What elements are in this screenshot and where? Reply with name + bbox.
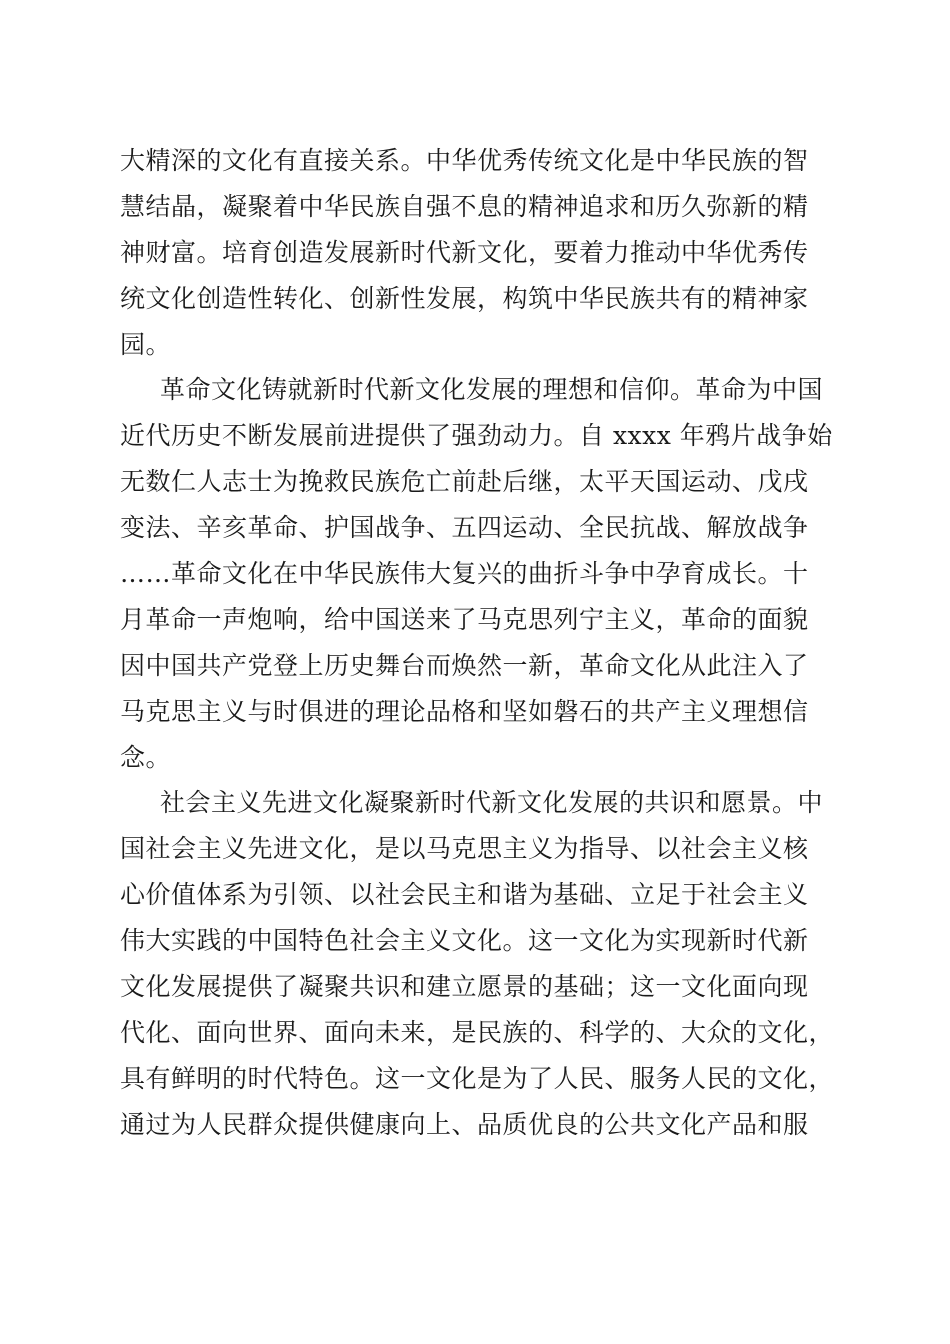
paragraph-start-line: 革命文化铸就新时代新文化发展的理想和信仰。革命为中国 — [160, 375, 824, 405]
text-line: 统文化创造性转化、创新性发展，构筑中华民族共有的精神家 — [120, 283, 809, 313]
text-line: 近代历史不断发展前进提供了强劲动力。自 xxxx 年鸦片战争始 — [120, 421, 833, 451]
text-line: 代化、面向世界、面向未来，是民族的、科学的、大众的文化， — [120, 1017, 835, 1047]
paragraph-start-line: 社会主义先进文化凝聚新时代新文化发展的共识和愿景。中 — [160, 788, 824, 818]
text-line: 心价值体系为引领、以社会民主和谐为基础、立足于社会主义 — [120, 880, 809, 910]
text-line: 文化发展提供了凝聚共识和建立愿景的基础；这一文化面向现 — [120, 972, 809, 1002]
text-line: 大精深的文化有直接关系。中华优秀传统文化是中华民族的智 — [120, 146, 809, 175]
text-line: 通过为人民群众提供健康向上、品质优良的公共文化产品和服 — [120, 1109, 809, 1139]
body-text — [120, 138, 840, 1148]
text-line: 神财富。培育创造发展新时代新文化，要着力推动中华优秀传 — [120, 237, 809, 267]
text-line: 变法、辛亥革命、护国战争、五四运动、全民抗战、解放战争 — [120, 513, 809, 543]
text-line: 因中国共产党登上历史舞台而焕然一新，革命文化从此注入了 — [120, 650, 809, 680]
text-line: 月革命一声炮响，给中国送来了马克思列宁主义，革命的面貌 — [120, 604, 809, 634]
text-line: 园。 — [120, 329, 172, 359]
text-line: ……革命文化在中华民族伟大复兴的曲折斗争中孕育成长。十 — [120, 559, 809, 589]
text-line: 具有鲜明的时代特色。这一文化是为了人民、服务人民的文化， — [120, 1063, 835, 1093]
text-line: 伟大实践的中国特色社会主义文化。这一文化为实现新时代新 — [120, 926, 809, 956]
text-line: 慧结晶，凝聚着中华民族自强不息的精神追求和历久弥新的精 — [120, 191, 809, 221]
text-line: 国社会主义先进文化，是以马克思主义为指导、以社会主义核 — [120, 834, 809, 864]
text-line: 念。 — [120, 742, 172, 772]
text-line: 无数仁人志士为挽救民族危亡前赴后继，太平天国运动、戊戌 — [120, 467, 809, 497]
text-line: 马克思主义与时俱进的理论品格和坚如磐石的共产主义理想信 — [120, 696, 809, 726]
